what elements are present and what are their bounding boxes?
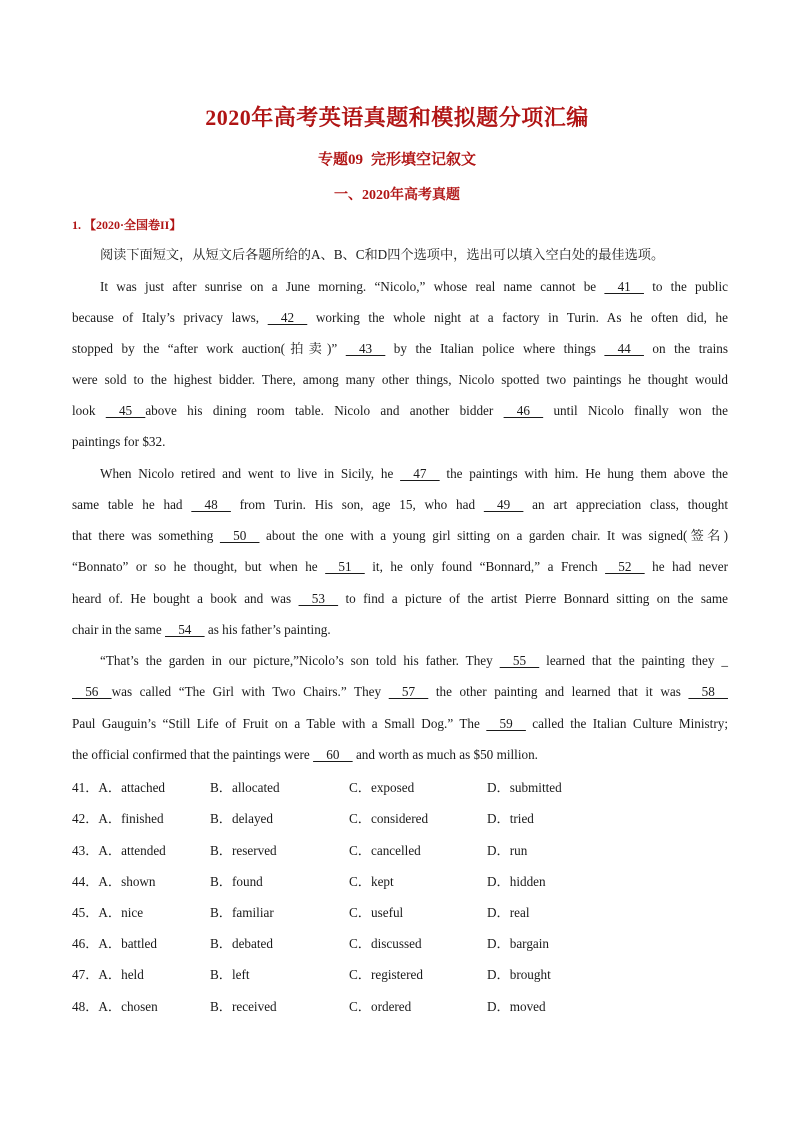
- option-letter: B．: [210, 874, 232, 889]
- option-letter: D．: [487, 905, 510, 920]
- option-letter: D．: [487, 843, 510, 858]
- passage-text: “That’s the garden in our picture,”Nicolo’s son told his father. They: [100, 653, 500, 668]
- option-letter: A．: [98, 905, 122, 920]
- blank-number: 51: [325, 559, 365, 574]
- passage-text: on the trains: [643, 341, 728, 356]
- option-d: [487, 996, 546, 1015]
- option-letter: B．: [210, 811, 232, 826]
- passage-text: stopped by the “after work auction(拍卖)”: [72, 341, 346, 356]
- option-c: [349, 808, 428, 827]
- passage-text: Paul Gauguin’s “Still Life of Fruit on a Table with a Small Dog.” The: [72, 716, 487, 731]
- option-text: familiar: [231, 905, 274, 920]
- passage-line: [72, 746, 728, 764]
- passage-text: about the one with a young girl sitting on a garden chair. It was signed(签名): [259, 528, 728, 543]
- section-heading: 一、2020年高考真题: [334, 188, 460, 203]
- option-c: [349, 902, 403, 921]
- passage-line: [72, 590, 728, 608]
- option-letter: D．: [487, 874, 510, 889]
- option-letter: B．: [210, 780, 232, 795]
- blank-number: 45: [105, 403, 146, 418]
- passage-text: he had never: [644, 559, 728, 574]
- passage-text: chair in the same: [72, 622, 166, 637]
- option-number: 45．: [72, 905, 99, 920]
- option-text: received: [231, 999, 277, 1014]
- passage-text: “Bonnato” or so he thought, but when he: [72, 559, 326, 574]
- option-letter: C．: [349, 780, 371, 795]
- option-letter: D．: [487, 936, 510, 951]
- option-text: battled: [121, 936, 157, 951]
- option-d: [487, 964, 551, 983]
- passage-text: because of Italy’s privacy laws,: [72, 310, 268, 325]
- option-d: [487, 933, 549, 952]
- passage-text: look: [72, 403, 106, 418]
- blank-number: 49: [483, 497, 524, 512]
- option-b: [210, 808, 273, 827]
- option-d: [487, 902, 529, 921]
- option-letter: D．: [487, 999, 510, 1014]
- option-text: chosen: [121, 999, 158, 1014]
- blank-number: 52: [605, 559, 645, 574]
- blank-number: 54: [165, 622, 205, 637]
- passage-line: [72, 309, 728, 327]
- option-text: nice: [121, 905, 144, 920]
- passage-text: the paintings with him. He hung them above the: [439, 466, 728, 481]
- passage-text: until Nicolo finally won the: [543, 403, 728, 418]
- option-text: registered: [370, 967, 423, 982]
- passage-text: were sold to the highest bidder. There, among many other things, Nicolo spotted two paintings he thought would: [72, 372, 728, 387]
- option-a: [72, 808, 164, 827]
- option-letter: B．: [210, 967, 232, 982]
- option-text: held: [121, 967, 144, 982]
- passage-text: from Turin. His son, age 15, who had: [230, 497, 484, 512]
- option-d: [487, 871, 546, 890]
- passage-line: [72, 402, 728, 420]
- option-number: 48．: [72, 999, 99, 1014]
- option-d: [487, 777, 562, 796]
- option-text: left: [231, 967, 250, 982]
- option-a: [72, 933, 157, 952]
- passage-line: [100, 278, 728, 296]
- blank-number: 42: [267, 310, 308, 325]
- option-a: [72, 996, 158, 1015]
- option-letter: C．: [349, 999, 371, 1014]
- passage-text: to the public: [643, 279, 728, 294]
- option-letter: C．: [349, 874, 371, 889]
- blank-number: 43: [345, 341, 386, 356]
- option-d: [487, 840, 527, 859]
- option-letter: B．: [210, 936, 232, 951]
- option-letter: C．: [349, 967, 371, 982]
- instruction-text: 阅读下面短文，从短文后各题所给的A、B、C和D四个选项中，选出可以填入空白处的最佳选项。: [100, 247, 665, 262]
- passage-text: the other painting and learned that it was: [428, 684, 689, 699]
- passage-text: was called “The Girl with Two Chairs.” They: [111, 684, 389, 699]
- option-number: 46．: [72, 936, 99, 951]
- passage-line: [72, 558, 728, 576]
- blank-number: 55: [499, 653, 540, 668]
- option-letter: A．: [98, 811, 122, 826]
- option-text: exposed: [370, 780, 415, 795]
- passage-line: [72, 371, 728, 389]
- passage-line: [72, 621, 728, 639]
- blank-number: 56: [72, 684, 112, 699]
- passage-text: learned that the painting they _: [539, 653, 728, 668]
- passage-line: [72, 683, 728, 701]
- option-c: [349, 964, 423, 983]
- option-letter: C．: [349, 936, 371, 951]
- blank-number: 57: [388, 684, 429, 699]
- option-letter: D．: [487, 811, 510, 826]
- option-c: [349, 777, 414, 796]
- option-text: allocated: [231, 780, 280, 795]
- passage-line: [72, 340, 728, 358]
- subtitle-prefix: 专题09: [317, 152, 363, 168]
- option-b: [210, 777, 280, 796]
- passage-text: by the Italian police where things: [385, 341, 605, 356]
- passage-text: paintings for $32.: [72, 434, 166, 449]
- passage-line: [72, 433, 728, 451]
- page-title: 2020年高考英语真题和模拟题分项汇编: [205, 105, 589, 130]
- topic-subtitle: [0, 148, 794, 169]
- blank-number: 47: [400, 466, 440, 481]
- option-text: hidden: [509, 874, 546, 889]
- blank-number: 53: [298, 591, 339, 606]
- blank-number: 44: [604, 341, 644, 356]
- option-text: brought: [509, 967, 551, 982]
- option-text: submitted: [509, 780, 562, 795]
- passage-text: an art appreciation class, thought: [523, 497, 729, 512]
- option-letter: A．: [98, 874, 122, 889]
- option-text: discussed: [370, 936, 422, 951]
- option-letter: B．: [210, 843, 232, 858]
- passage-text: It was just after sunrise on a June morning. “Nicolo,” whose real name cannot be: [100, 279, 605, 294]
- option-text: tried: [509, 811, 534, 826]
- option-text: cancelled: [370, 843, 421, 858]
- blank-number: 41: [604, 279, 644, 294]
- option-text: found: [231, 874, 263, 889]
- passage-text: called the Italian Culture Ministry;: [525, 716, 728, 731]
- option-c: [349, 996, 411, 1015]
- option-a: [72, 902, 143, 921]
- blank-number: 59: [486, 716, 526, 731]
- passage-line: [100, 465, 728, 483]
- option-text: run: [509, 843, 528, 858]
- passage-text: same table he had: [72, 497, 192, 512]
- passage-text: heard of. He bought a book and was: [72, 591, 299, 606]
- blank-number: 60: [313, 747, 353, 762]
- option-a: [72, 840, 166, 859]
- blank-number: 48: [191, 497, 231, 512]
- option-number: 44．: [72, 874, 99, 889]
- option-letter: A．: [98, 843, 122, 858]
- option-text: attended: [121, 843, 166, 858]
- option-b: [210, 996, 277, 1015]
- passage-text: the official confirmed that the paintings were: [72, 747, 314, 762]
- passage-text: to find a picture of the artist Pierre Bonnard sitting on the same: [338, 591, 728, 606]
- option-d: [487, 808, 534, 827]
- option-a: [72, 964, 144, 983]
- option-letter: C．: [349, 843, 371, 858]
- option-text: debated: [231, 936, 273, 951]
- passage-text: and worth as much as $50 million.: [352, 747, 538, 762]
- option-text: bargain: [509, 936, 550, 951]
- option-letter: A．: [98, 936, 122, 951]
- option-text: attached: [121, 780, 166, 795]
- option-letter: A．: [98, 780, 122, 795]
- option-text: real: [509, 905, 530, 920]
- option-letter: A．: [98, 967, 122, 982]
- option-letter: D．: [487, 967, 510, 982]
- option-number: 41．: [72, 780, 99, 795]
- passage-text: that there was something: [72, 528, 220, 543]
- passage-text: it, he only found “Bonnard,” a French: [364, 559, 606, 574]
- option-text: useful: [370, 905, 404, 920]
- passage-line: [72, 527, 728, 545]
- option-text: delayed: [231, 811, 273, 826]
- option-b: [210, 840, 277, 859]
- option-text: kept: [370, 874, 394, 889]
- option-b: [210, 964, 250, 983]
- passage-text: as his father’s painting.: [204, 622, 331, 637]
- option-b: [210, 933, 273, 952]
- option-c: [349, 933, 422, 952]
- option-letter: B．: [210, 905, 232, 920]
- blank-number: 58: [688, 684, 728, 699]
- option-text: moved: [509, 999, 546, 1014]
- option-letter: C．: [349, 811, 371, 826]
- option-a: [72, 777, 165, 796]
- passage-line: [100, 652, 728, 670]
- option-b: [210, 902, 274, 921]
- option-letter: D．: [487, 780, 510, 795]
- blank-number: 50: [219, 528, 260, 543]
- option-letter: B．: [210, 999, 232, 1014]
- option-text: reserved: [231, 843, 277, 858]
- option-letter: C．: [349, 905, 371, 920]
- subtitle-rest: 完形填空记叙文: [371, 152, 477, 168]
- option-text: finished: [121, 811, 164, 826]
- passage-line: [72, 715, 728, 733]
- option-b: [210, 871, 263, 890]
- option-letter: A．: [98, 999, 122, 1014]
- option-number: 47．: [72, 967, 99, 982]
- option-text: ordered: [370, 999, 412, 1014]
- question-head: 1. 【2020·全国卷II】: [72, 218, 182, 232]
- passage-line: [72, 496, 728, 514]
- option-text: shown: [121, 874, 156, 889]
- blank-number: 46: [503, 403, 544, 418]
- passage-text: above his dining room table. Nicolo and another bidder: [145, 403, 504, 418]
- option-text: considered: [370, 811, 429, 826]
- option-number: 42．: [72, 811, 99, 826]
- option-number: 43．: [72, 843, 99, 858]
- option-c: [349, 840, 421, 859]
- option-c: [349, 871, 394, 890]
- option-a: [72, 871, 156, 890]
- passage-text: When Nicolo retired and went to live in Sicily, he: [100, 466, 401, 481]
- passage-text: working the whole night at a factory in Turin. As he often did, he: [307, 310, 728, 325]
